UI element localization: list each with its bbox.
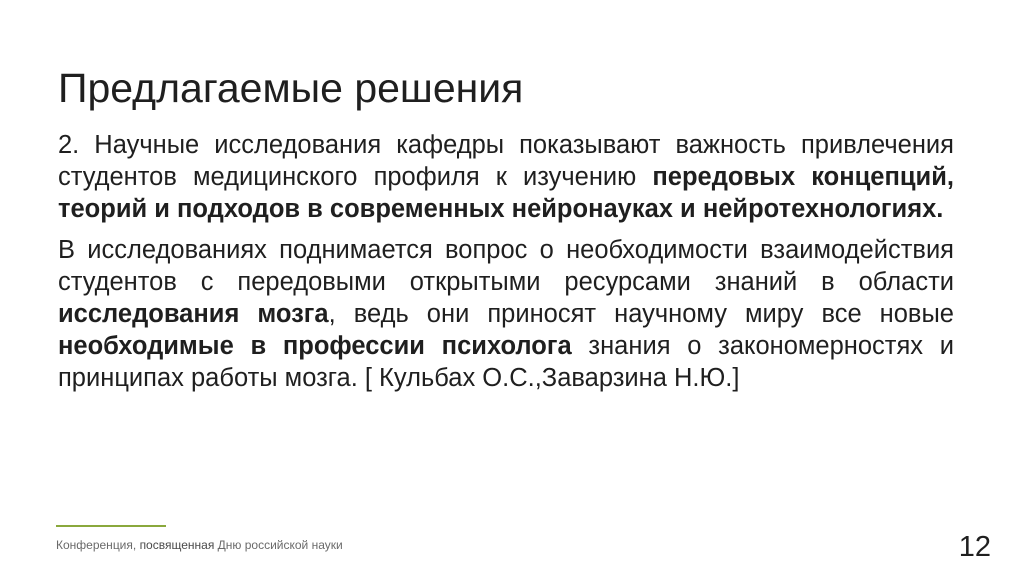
- footer-divider: [56, 525, 166, 527]
- footer-caption-part-1: Конференция,: [56, 538, 140, 552]
- paragraph-1-text: 2. Научные исследования кафедры показывают важность привлечения студентов медицинского профиля к изучению: [58, 131, 954, 191]
- footer-caption-part-3: Дню российской науки: [214, 538, 343, 552]
- footer-caption: [56, 537, 343, 553]
- slide-title: Предлагаемые решения: [58, 65, 524, 111]
- paragraph-2: [58, 234, 954, 394]
- page-number: 12: [958, 531, 991, 563]
- paragraph-2-text-1: В исследованиях поднимается вопрос о необходимости взаимодействия студентов с передовыми открытыми ресурсами знаний в области: [58, 236, 954, 296]
- paragraph-2-bold-1: исследования мозга: [58, 300, 329, 328]
- paragraph-2-text-2: , ведь они приносят научному миру все новые: [328, 300, 954, 328]
- paragraph-1: [58, 129, 954, 225]
- paragraph-2-text-3: знания о закономерностях и принципах работы мозга. [ Кульбах О.С.,Заварзина Н.Ю.]: [58, 332, 955, 392]
- footer-caption-part-2: посвященная: [139, 538, 215, 552]
- paragraph-2-bold-2: необходимые в профессии психолога: [58, 332, 572, 360]
- paragraph-1-bold: передовых концепций, теорий и подходов в современных нейронауках и нейротехнологиях.: [58, 163, 954, 223]
- slide-body: [58, 129, 954, 394]
